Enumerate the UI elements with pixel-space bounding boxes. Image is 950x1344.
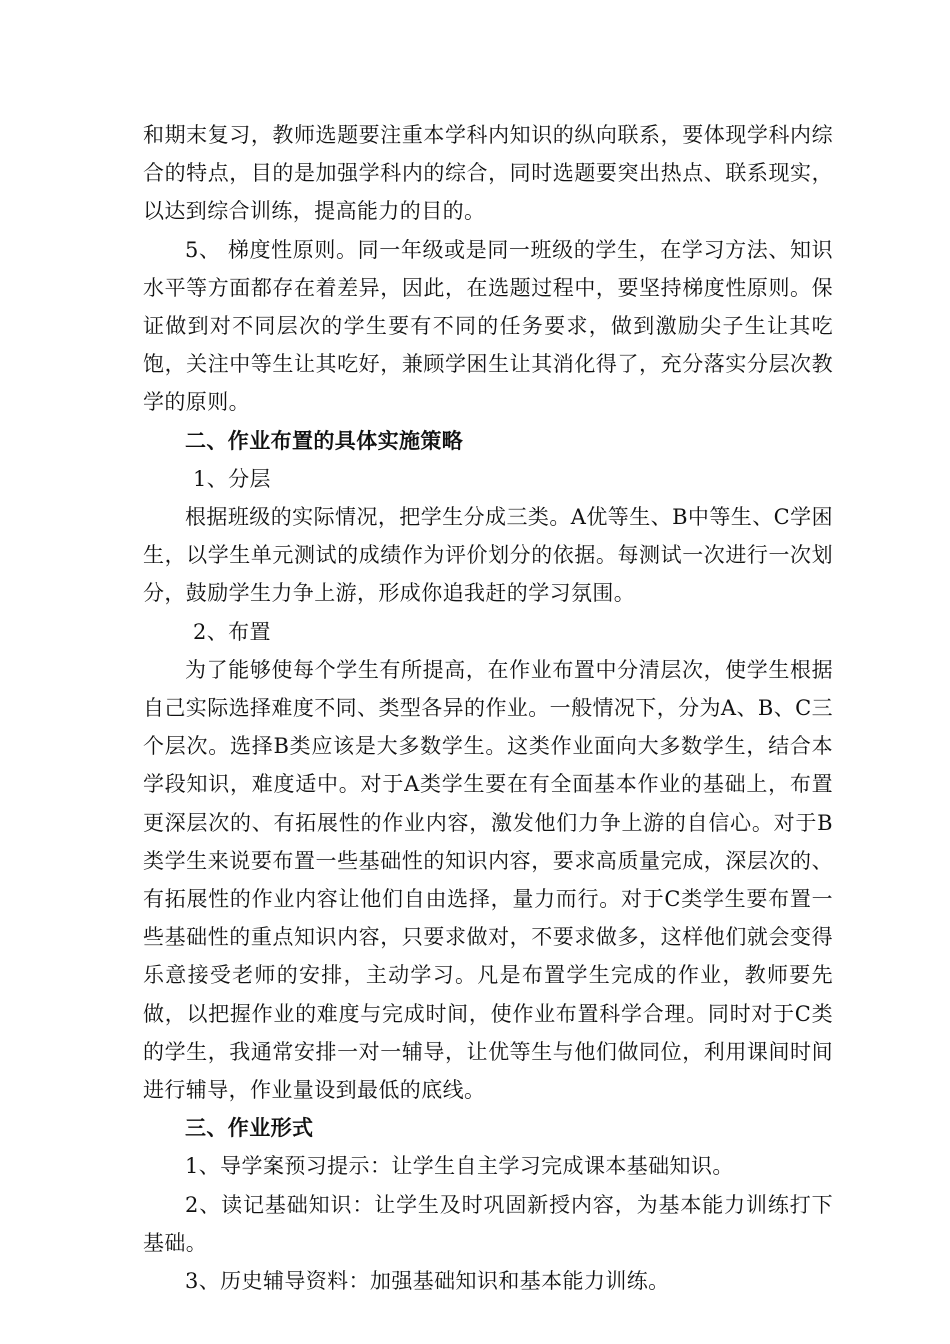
subheading-assignment: 2、布置 (193, 619, 271, 644)
paragraph-assignment: 为了能够使每个学生有所提高，在作业布置中分清层次，使学生根据自己实际选择难度不同、类型各异的作业。一般情况下，分为A、B、C三个层次。选择B类应该是大多数学生。这类作业面向大多数学生，结合本学段知识，难度适中。对于A类学生要在有全面基本作业的基础上，布置更深层次的、有拓展性的作业内容，激发他们力争上游的自信心。对于B类学生来说要布置一些基础性的知识内容，要求高质量完成，深层次的、有拓展性的作业内容让他们自由选择，量力而行。对于C类学生要布置一些基础性的重点知识内容，只要求做对，不要求做多，这样他们就会变得乐意接受老师的安排，主动学习。凡是布置学生完成的作业，教师要先做，以把握作业的难度与完成时间，使作业布置科学合理。同时对于C类的学生，我通常安排一对一辅导，让优等生与他们做同位，利用课间时间进行辅导，作业量设到最低的底线。 (143, 657, 833, 1103)
paragraph-continuation: 和期末复习，教师选题要注重本学科内知识的纵向联系，要体现学科内综合的特点，目的是加强学科内的综合，同时选题要突出热点、联系现实，以达到综合训练，提高能力的目的。 (143, 123, 833, 224)
paragraph-layering: 根据班级的实际情况，把学生分成三类。A优等生、B中等生、C学困生，以学生单元测试的成绩作为评价划分的依据。每测试一次进行一次划分，鼓励学生力争上游，形成你追我赶的学习氛围。 (143, 505, 833, 606)
section-heading-forms: 三、作业形式 (185, 1116, 314, 1141)
section-heading-implementation: 二、作业布置的具体实施策略 (185, 428, 464, 453)
document-body (143, 116, 833, 1300)
list-item-memorize: 2、读记基础知识：让学生及时巩固新授内容，为基本能力训练打下基础。 (143, 1192, 833, 1255)
subheading-layering: 1、分层 (193, 466, 271, 491)
list-item-preview: 1、导学案预习提示：让学生自主学习完成课本基础知识。 (185, 1154, 734, 1179)
paragraph-gradient-principle: 5、 梯度性原则。同一年级或是同一班级的学生，在学习方法、知识水平等方面都存在着差异，因此，在选题过程中，要坚持梯度性原则。保证做到对不同层次的学生要有不同的任务要求，做到激励尖子生让其吃饱，关注中等生让其吃好，兼顾学困生让其消化得了，充分落实分层次教学的原则。 (143, 237, 833, 415)
list-item-materials: 3、历史辅导资料：加强基础知识和基本能力训练。 (185, 1269, 670, 1294)
